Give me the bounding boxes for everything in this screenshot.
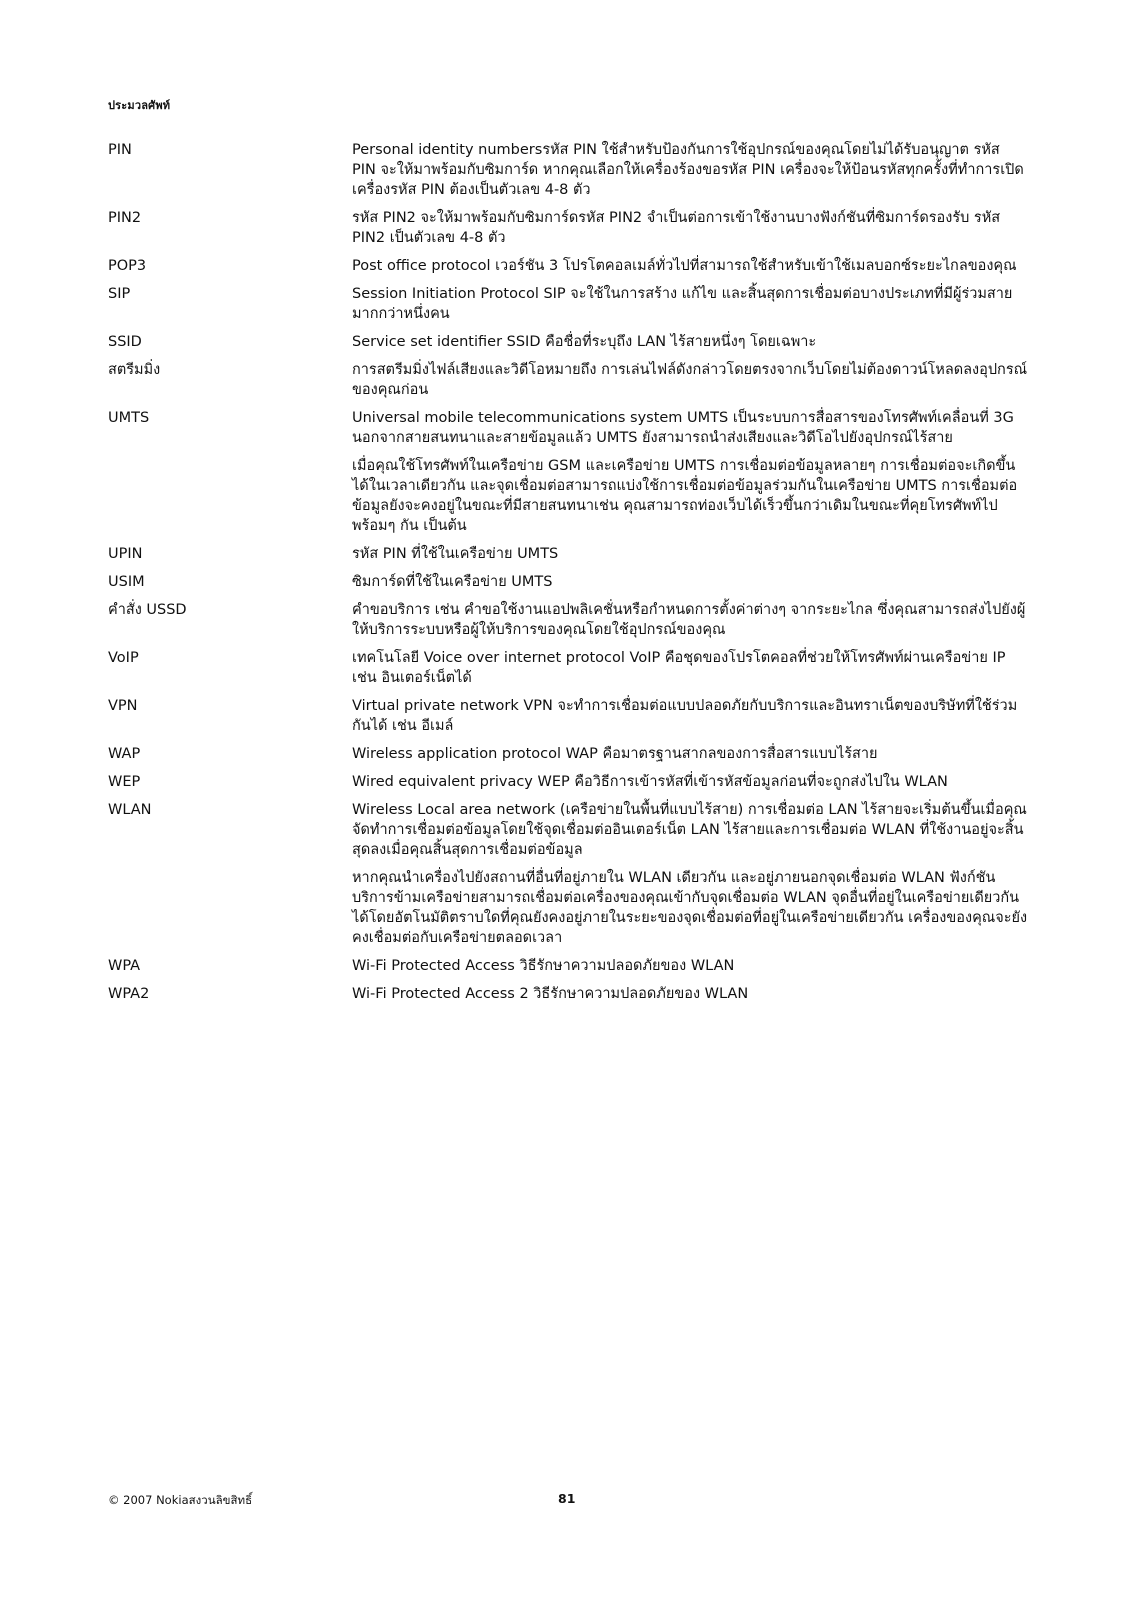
- footer-copyright: © 2007 Nokiaสงวนลิขสิทธิ์: [108, 1493, 253, 1507]
- glossary-list: [108, 140, 1028, 1012]
- glossary-entry: [108, 772, 1028, 792]
- glossary-term: UMTS: [108, 410, 150, 426]
- glossary-term: USIM: [108, 574, 145, 590]
- glossary-entry: [108, 696, 1028, 736]
- glossary-entry: [108, 360, 1028, 400]
- glossary-definition-group: [352, 696, 1028, 736]
- glossary-definition: Wireless application protocol WAP คือมาตรฐานสากลของการสื่อสารแบบไร้สาย: [352, 746, 878, 762]
- glossary-term: SIP: [108, 286, 131, 302]
- glossary-term: PIN: [108, 142, 132, 158]
- glossary-term: VPN: [108, 698, 138, 714]
- glossary-term: คำสั่ง USSD: [108, 602, 187, 618]
- glossary-definition: Wi-Fi Protected Access 2 วิธีรักษาความปลอดภัยของ WLAN: [352, 986, 749, 1002]
- glossary-term: WPA: [108, 958, 141, 974]
- glossary-definition: Session Initiation Protocol SIP จะใช้ในการสร้าง แก้ไข และสิ้นสุดการเชื่อมต่อบางประเภทที่มีผู้ร่วมสายมากกว่าหนึ่งคน: [352, 286, 1013, 322]
- glossary-definition-group: [352, 256, 1028, 276]
- glossary-definition-group: [352, 208, 1028, 248]
- glossary-entry: [108, 744, 1028, 764]
- glossary-definition-group: [352, 600, 1028, 640]
- glossary-entry: [108, 140, 1028, 200]
- glossary-definition: ซิมการ์ดที่ใช้ในเครือข่าย UMTS: [352, 574, 553, 590]
- glossary-definition-group: [352, 648, 1028, 688]
- glossary-entry: [108, 544, 1028, 564]
- glossary-entry: [108, 256, 1028, 276]
- glossary-definition-group: [352, 332, 1028, 352]
- glossary-definition: Virtual private network VPN จะทำการเชื่อมต่อแบบปลอดภัยกับบริการและอินทราเน็ตของบริษัทที่ใช้ร่วมกันได้ เช่น อีเมล์: [352, 698, 1018, 734]
- glossary-definition: Wired equivalent privacy WEP คือวิธีการเข้ารหัสที่เข้ารหัสข้อมูลก่อนที่จะถูกส่งไปใน WLAN: [352, 774, 948, 790]
- glossary-definition-group: [352, 744, 1028, 764]
- glossary-entry: [108, 332, 1028, 352]
- glossary-entry: [108, 408, 1028, 536]
- glossary-definition-group: [352, 140, 1028, 200]
- glossary-entry: [108, 800, 1028, 948]
- glossary-entry: [108, 648, 1028, 688]
- glossary-entry: [108, 208, 1028, 248]
- glossary-entry: [108, 600, 1028, 640]
- glossary-definition: คำขอบริการ เช่น คำขอใช้งานแอปพลิเคชั่นหรือกำหนดการตั้งค่าต่างๆ จากระยะไกล ซึ่งคุณสามารถส่งไปยังผู้ให้บริการระบบหรือผู้ให้บริการของคุณโดยใช้อุปกรณ์ของคุณ: [352, 602, 1026, 638]
- glossary-term: SSID: [108, 334, 142, 350]
- glossary-definition: รหัส PIN2 จะให้มาพร้อมกับซิมการ์ดรหัส PIN2 จำเป็นต่อการเข้าใช้งานบางฟังก์ชันที่ซิมการ์ดรองรับ รหัส PIN2 เป็นตัวเลข 4-8 ตัว: [352, 210, 1001, 246]
- glossary-entry: [108, 956, 1028, 976]
- glossary-definition-group: [352, 360, 1028, 400]
- glossary-definition: Service set identifier SSID คือชื่อที่ระบุถึง LAN ไร้สายหนึ่งๆ โดยเฉพาะ: [352, 334, 817, 350]
- glossary-term: UPIN: [108, 546, 143, 562]
- glossary-definition: รหัส PIN ที่ใช้ในเครือข่าย UMTS: [352, 546, 559, 562]
- glossary-definition-group: [352, 572, 1028, 592]
- glossary-definition-group: [352, 284, 1028, 324]
- glossary-definition-group: [352, 772, 1028, 792]
- glossary-definition: หากคุณนำเครื่องไปยังสถานที่อื่นที่อยู่ภายใน WLAN เดียวกัน และอยู่ภายนอกจุดเชื่อมต่อ WLAN ฟังก์ชันบริการข้ามเครือข่ายสามารถเชื่อมต่อเครื่องของคุณเข้ากับจุดเชื่อมต่อ WLAN จุดอื่นที่อยู่ในเครือข่ายเดียวกันได้โดยอัตโนมัติตราบใดที่คุณยังคงอยู่ภายในระยะของจุดเชื่อมต่อที่อยู่ในเครือข่ายเดียวกัน เครื่องของคุณจะยังคงเชื่อมต่อกับเครือข่ายตลอดเวลา: [352, 870, 1028, 946]
- glossary-definition: Personal identity numbersรหัส PIN ใช้สำหรับป้องกันการใช้อุปกรณ์ของคุณโดยไม่ได้รับอนุญาต รหัส PIN จะให้มาพร้อมกับซิมการ์ด หากคุณเลือกให้เครื่องร้องขอรหัส PIN เครื่องจะให้ป้อนรหัสทุกครั้งที่ทำการเปิดเครื่องรหัส PIN ต้องเป็นตัวเลข 4-8 ตัว: [352, 142, 1024, 198]
- glossary-definition-group: [352, 956, 1028, 976]
- glossary-definition: Universal mobile telecommunications system UMTS เป็นระบบการสื่อสารของโทรศัพท์เคลื่อนที่ 3G นอกจากสายสนทนาและสายข้อมูลแล้ว UMTS ยังสามารถนำส่งเสียงและวิดีโอไปยังอุปกรณ์ไร้สาย: [352, 410, 1014, 446]
- glossary-term: WAP: [108, 746, 141, 762]
- glossary-definition: Wireless Local area network (เครือข่ายในพื้นที่แบบไร้สาย) การเชื่อมต่อ LAN ไร้สายจะเริ่มต้นขึ้นเมื่อคุณจัดทำการเชื่อมต่อข้อมูลโดยใช้จุดเชื่อมต่ออินเตอร์เน็ต LAN ไร้สายและการเชื่อมต่อ WLAN ที่ใช้งานอยู่จะสิ้นสุดลงเมื่อคุณสิ้นสุดการเชื่อมต่อข้อมูล: [352, 802, 1027, 858]
- glossary-entry: [108, 984, 1028, 1004]
- glossary-term: VoIP: [108, 650, 139, 666]
- glossary-definition-group: [352, 984, 1028, 1004]
- page-number: 81: [558, 1491, 576, 1506]
- glossary-term: WPA2: [108, 986, 150, 1002]
- glossary-definition: เทคโนโลยี Voice over internet protocol VoIP คือชุดของโปรโตคอลที่ช่วยให้โทรศัพท์ผ่านเครือข่าย IP เช่น อินเตอร์เน็ตได้: [352, 650, 1006, 686]
- glossary-term: สตรีมมิ่ง: [108, 362, 161, 378]
- glossary-definition-group: [352, 800, 1028, 948]
- running-header: ประมวลศัพท์: [108, 99, 171, 112]
- glossary-term: POP3: [108, 258, 147, 274]
- glossary-definition-group: [352, 408, 1028, 536]
- glossary-definition-group: [352, 544, 1028, 564]
- glossary-entry: [108, 572, 1028, 592]
- glossary-entry: [108, 284, 1028, 324]
- glossary-term: PIN2: [108, 210, 142, 226]
- glossary-definition: เมื่อคุณใช้โทรศัพท์ในเครือข่าย GSM และเครือข่าย UMTS การเชื่อมต่อข้อมูลหลายๆ การเชื่อมต่อจะเกิดขึ้นได้ในเวลาเดียวกัน และจุดเชื่อมต่อสามารถแบ่งใช้การเชื่อมต่อข้อมูลร่วมกันในเครือข่าย UMTS การเชื่อมต่อข้อมูลยังจะคงอยู่ในขณะที่มีสายสนทนาเช่น คุณสามารถท่องเว็บได้เร็วขึ้นกว่าเดิมในขณะที่คุยโทรศัพท์ไปพร้อมๆ กัน เป็นต้น: [352, 458, 1018, 534]
- glossary-term: WLAN: [108, 802, 152, 818]
- glossary-definition: การสตรีมมิ่งไฟล์เสียงและวิดีโอหมายถึง การเล่นไฟล์ดังกล่าวโดยตรงจากเว็บโดยไม่ต้องดาวน์โหลดลงอุปกรณ์ของคุณก่อน: [352, 362, 1028, 398]
- glossary-term: WEP: [108, 774, 141, 790]
- glossary-definition: Post office protocol เวอร์ชัน 3 โปรโตคอลเมล์ทั่วไปที่สามารถใช้สำหรับเข้าใช้เมลบอกซ์ระยะไกลของคุณ: [352, 258, 1017, 274]
- glossary-definition: Wi-Fi Protected Access วิธีรักษาความปลอดภัยของ WLAN: [352, 958, 735, 974]
